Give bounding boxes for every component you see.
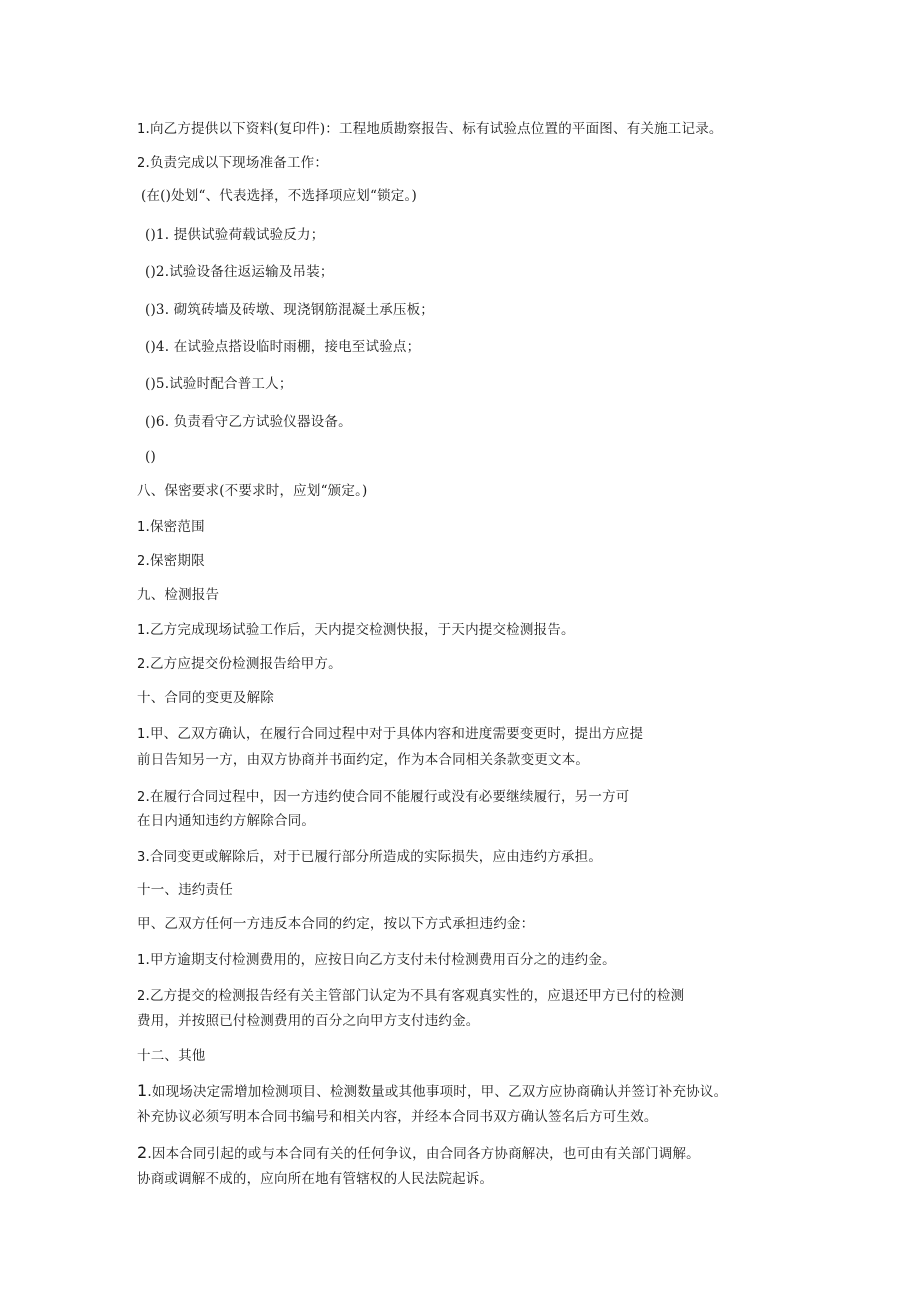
item-number: 2 <box>137 1143 148 1162</box>
paragraph-termination <box>137 788 629 807</box>
paragraph-text: .甲方逾期支付检测费用的，应按日向乙方支付未付检测费用百分之的违约金。 <box>145 952 616 968</box>
item-number: 1 <box>137 520 146 535</box>
paragraph-text: .向乙方提供以下资料(复印件)：工程地质勘察报告、标有试验点位置的平面图、有关施工记录。 <box>145 121 723 137</box>
paragraph-termination-cont: 在日内通知违约方解除合同。 <box>137 813 316 829</box>
paragraph-confidentiality-scope <box>137 518 205 537</box>
paragraph-text: .保密范围 <box>145 519 205 535</box>
selection-instruction: (在()处划“、代表选择，不选择项应划“锁定。) <box>141 188 417 204</box>
checklist-item-3: ()3. 砌筑砖墙及砖墩、现浇钢筋混凝土承压板； <box>145 302 435 318</box>
paragraph-confidentiality-period <box>137 552 205 571</box>
section-heading-change: 十、合同的变更及解除 <box>137 690 274 706</box>
item-number: 1 <box>137 122 146 137</box>
paragraph-text: .合同变更或解除后，对于已履行部分所造成的实际损失，应由违约方承担。 <box>145 849 603 865</box>
item-number: 2 <box>137 156 146 171</box>
item-number: 1 <box>137 953 146 968</box>
checklist-item-2: ()2.试验设备往返运输及吊装； <box>145 264 334 280</box>
item-number: 3 <box>137 850 146 865</box>
paragraph-report-copies <box>137 655 342 674</box>
paragraph-provide-materials <box>137 120 723 139</box>
paragraph-loss-liability <box>137 848 602 867</box>
paragraph-late-payment <box>137 951 616 970</box>
section-heading-report: 九、检测报告 <box>137 587 220 603</box>
paragraph-supplementary-cont: 补充协议必须写明本合同书编号和相关内容，并经本合同书双方确认签名后方可生效。 <box>137 1109 658 1125</box>
item-number: 1 <box>137 1081 148 1100</box>
paragraph-dispute <box>137 1144 700 1163</box>
paragraph-supplementary <box>137 1082 727 1101</box>
paragraph-text: .乙方提交的检测报告经有关主管部门认定为不具有客观真实性的，应退还甲方已付的检测 <box>145 988 685 1004</box>
paragraph-false-report <box>137 987 684 1006</box>
checklist-item-4: ()4. 在试验点搭设临时雨棚，接电至试验点； <box>145 339 421 355</box>
paragraph-text: .因本合同引起的或与本合同有关的任何争议，由合同各方协商解决，也可由有关部门调解。 <box>147 1146 700 1162</box>
paragraph-text: .甲、乙双方确认，在履行合同过程中对于具体内容和进度需要变更时，提出方应提 <box>145 726 644 742</box>
paragraph-report-timing <box>137 621 575 640</box>
paragraph-site-prep <box>137 154 328 173</box>
checklist-item-1: ()1. 提供试验荷载试验反力； <box>145 227 325 243</box>
checklist-item-5: ()5.试验时配合普工人； <box>145 376 293 392</box>
item-number: 2 <box>137 989 146 1004</box>
section-heading-liability: 十一、违约责任 <box>137 882 233 898</box>
paragraph-text: .负责完成以下现场准备工作： <box>145 155 329 171</box>
paragraph-liability-intro: 甲、乙双方任何一方违反本合同的约定，按以下方式承担违约金： <box>137 916 535 932</box>
checklist-item-6: ()6. 负责看守乙方试验仪器设备。 <box>145 414 352 430</box>
section-heading-other: 十二、其他 <box>137 1048 206 1064</box>
paragraph-text: .乙方应提交份检测报告给甲方。 <box>145 656 342 672</box>
paragraph-text: .在履行合同过程中，因一方违约使合同不能履行或没有必要继续履行，另一方可 <box>145 789 630 805</box>
paragraph-text: .乙方完成现场试验工作后，天内提交检测快报，于天内提交检测报告。 <box>145 622 575 638</box>
paragraph-false-report-cont: 费用，并按照已付检测费用的百分之向甲方支付违约金。 <box>137 1013 480 1029</box>
section-heading-confidentiality: 八、保密要求(不要求时，应划“颁定。) <box>137 483 368 499</box>
item-number: 2 <box>137 554 146 569</box>
paragraph-text: .保密期限 <box>145 553 205 569</box>
checklist-item-blank: () <box>145 449 156 465</box>
paragraph-change-confirm <box>137 725 643 744</box>
item-number: 1 <box>137 727 146 742</box>
item-number: 1 <box>137 623 146 638</box>
paragraph-dispute-cont: 协商或调解不成的，应向所在地有管辖权的人民法院起诉。 <box>137 1171 494 1187</box>
paragraph-text: .如现场决定需增加检测项目、检测数量或其他事项时，甲、乙双方应协商确认并签订补充协议。 <box>147 1084 728 1100</box>
item-number: 2 <box>137 790 146 805</box>
paragraph-change-confirm-cont: 前日告知另一方，由双方协商并书面约定，作为本合同相关条款变更文本。 <box>137 752 590 768</box>
item-number: 2 <box>137 657 146 672</box>
